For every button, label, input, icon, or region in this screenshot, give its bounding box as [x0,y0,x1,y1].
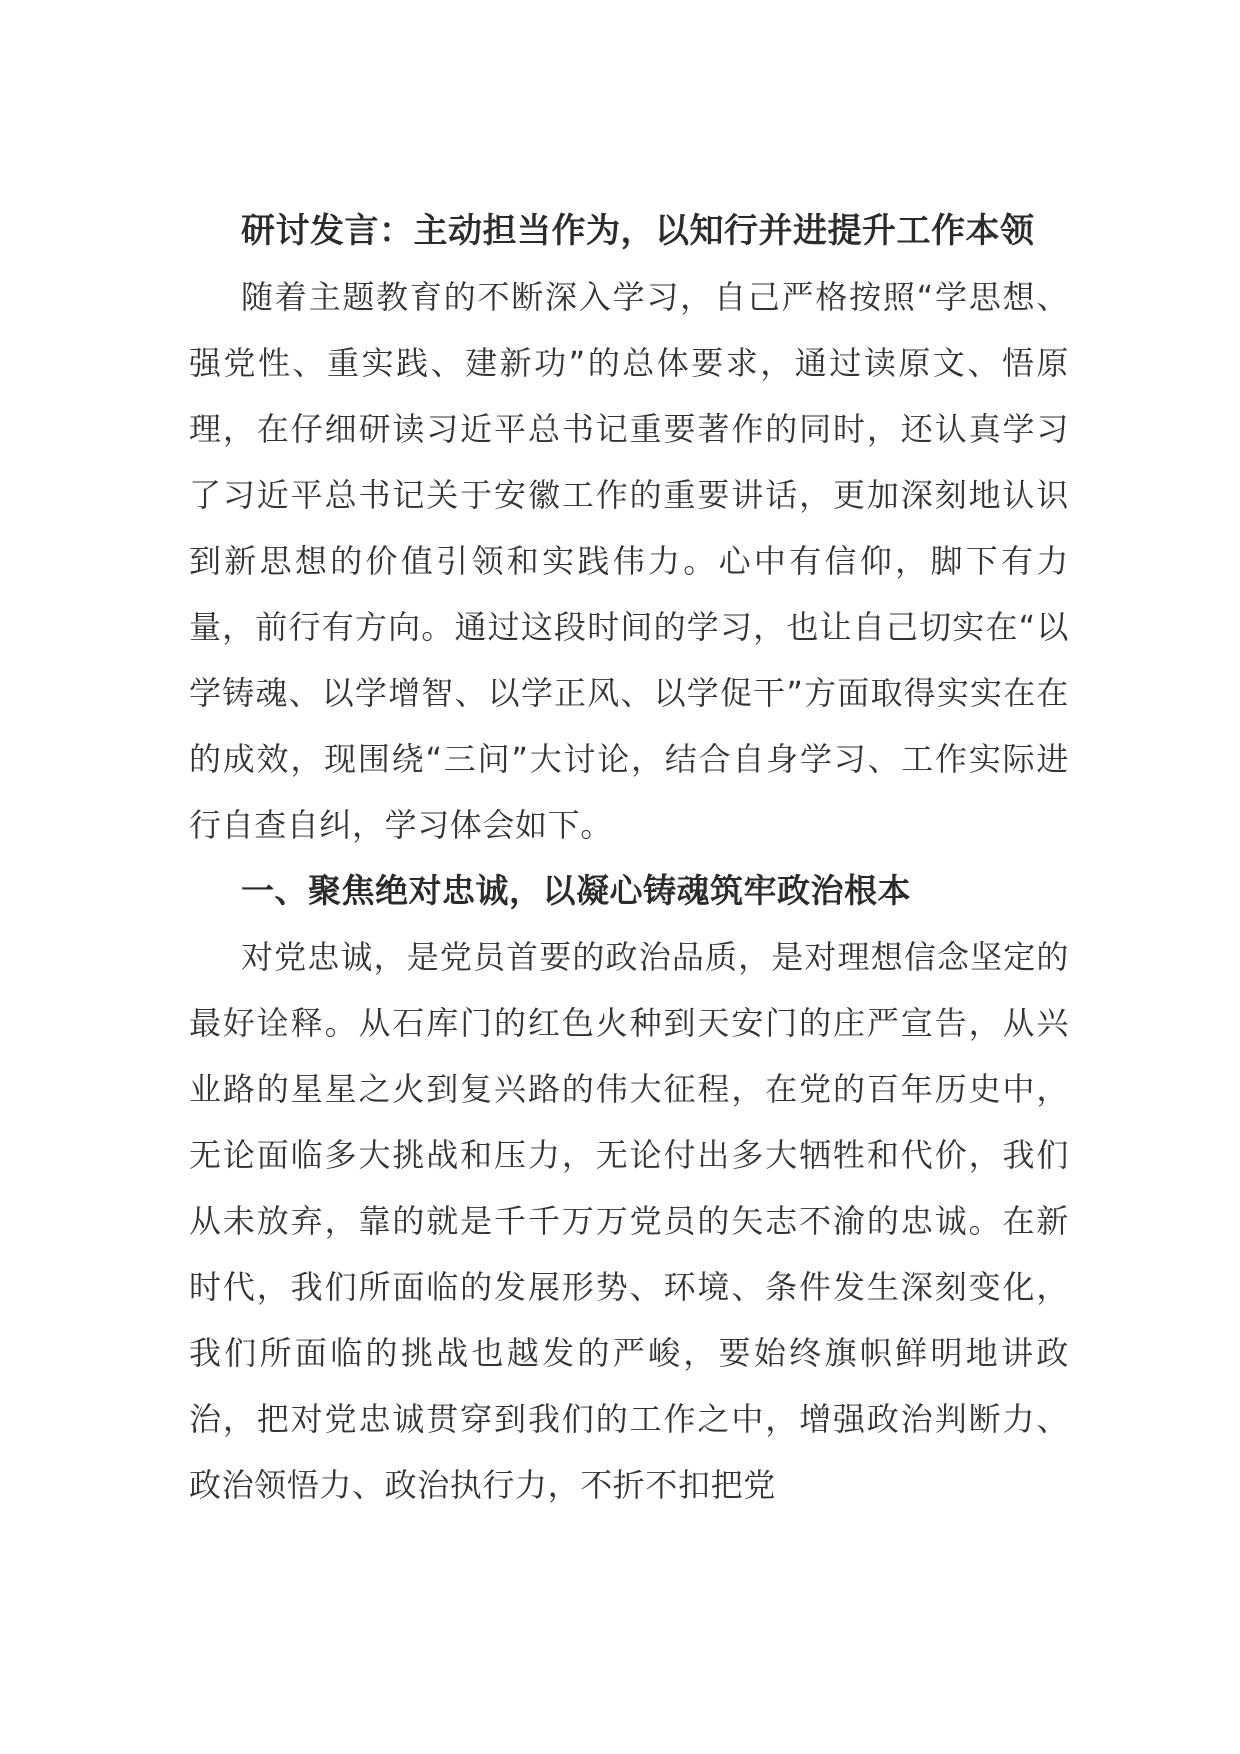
paragraph-section-1: 对党忠诚，是党员首要的政治品质，是对理想信念坚定的最好诠释。从石库门的红色火种到天安门的庄严宣告，从兴业路的星星之火到复兴路的伟大征程，在党的百年历史中，无论面临多大挑战和压力，无论付出多大牺牲和代价，我们从未放弃，靠的就是千千万万党员的矢志不渝的忠诚。在新时代，我们所面临的发展形势、环境、条件发生深刻变化，我们所面临的挑战也越发的严峻，要始终旗帜鲜明地讲政治，把对党忠诚贯穿到我们的工作之中，增强政治判断力、政治领悟力、政治执行力，不折不扣把党 [189,938,1069,1504]
document-title: 研讨发言：主动担当作为，以知行并进提升工作本领 [241,211,1035,251]
document-body [189,198,1069,1518]
section-heading-1: 一、聚焦绝对忠诚，以凝心铸魂筑牢政治根本 [241,871,911,910]
paragraph-intro: 随着主题教育的不断深入学习，自己严格按照“学思想、强党性、重实践、建新功”的总体要求，通过读原文、悟原理，在仔细研读习近平总书记重要著作的同时，还认真学习了习近平总书记关于安徽工作的重要讲话，更加深刻地认识到新思想的价值引领和实践伟力。心中有信仰，脚下有力量，前行有方向。通过这段时间的学习，也让自己切实在“以学铸魂、以学增智、以学正风、以学促干”方面取得实实在在的成效，现围绕“三问”大讨论，结合自身学习、工作实际进行自查自纠，学习体会如下。 [189,278,1069,844]
